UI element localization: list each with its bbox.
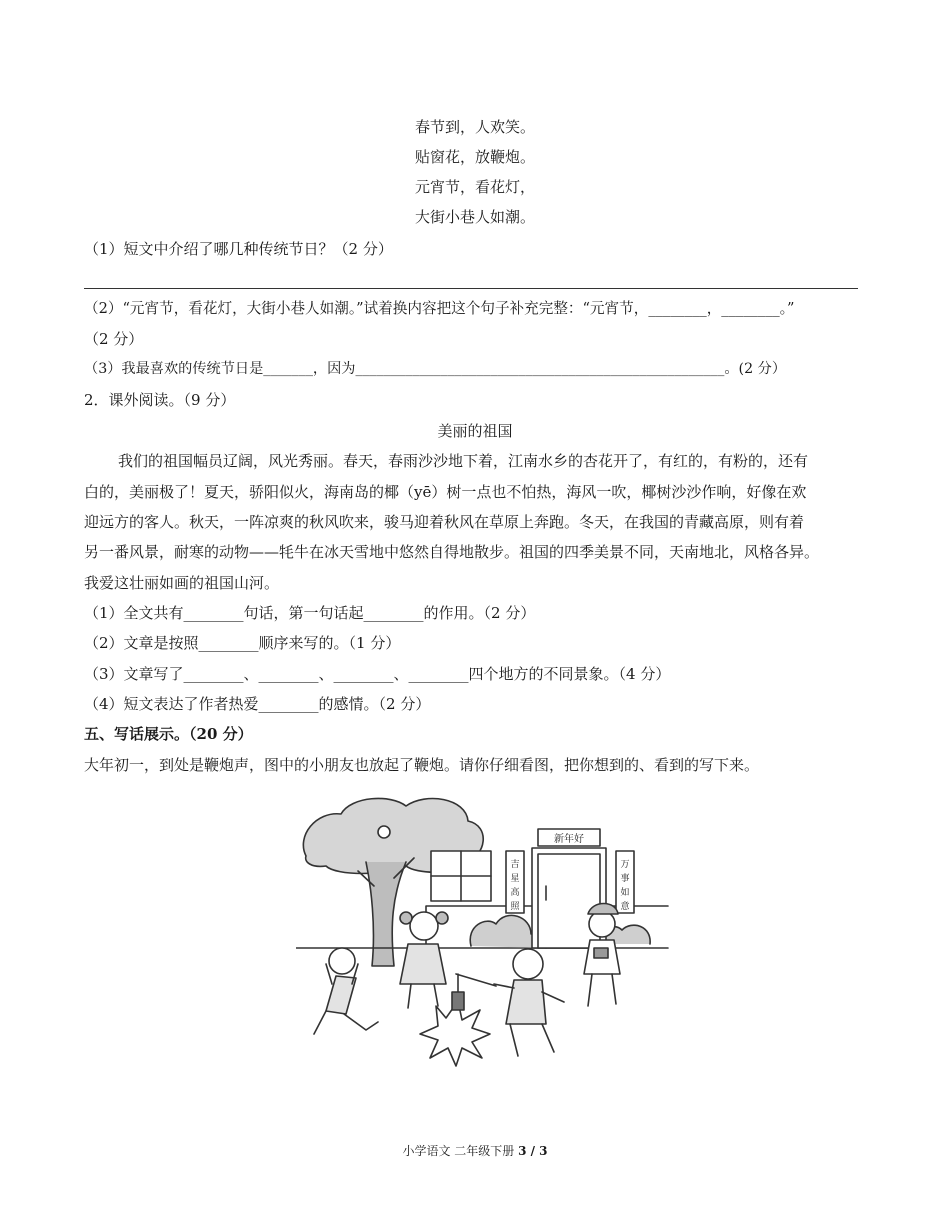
left-couplet-char-4: 照	[510, 902, 520, 912]
paragraph-line-3: 迎远方的客人。秋天，一阵凉爽的秋风吹来，骏马迎着秋风在草原上奔跑。冬天，在我国的青藏高原，则有着	[84, 513, 805, 531]
question-2-points: （2 分）	[84, 330, 144, 348]
right-couplet-char-3: 如	[620, 888, 630, 898]
question-3: （3）我最喜欢的传统节日是_______，因为____________________________________________________。(2 分）	[84, 361, 787, 377]
left-couplet-char-2: 星	[510, 874, 520, 884]
reading-question-1: （1）全文共有________句话，第一句话起________的作用。（2 分）	[84, 604, 536, 622]
new-year-firecracker-illustration	[296, 796, 674, 1068]
footer-course: 小学语文 二年级下册	[402, 1144, 519, 1158]
left-couplet-char-1: 吉	[510, 860, 520, 870]
question-1: （1）短文中介绍了哪几种传统节日？（2 分）	[84, 240, 393, 258]
poem-line-4: 大街小巷人如潮。	[414, 208, 535, 226]
right-couplet-char-4: 意	[620, 902, 630, 912]
question-2: （2）“元宵节，看花灯，大街小巷人如潮。”试着换内容把这个句子补充完整：“元宵节，________，________。”	[84, 300, 795, 317]
reading-heading: 2．课外阅读。（9 分）	[84, 391, 236, 409]
reading-question-2: （2）文章是按照________顺序来写的。（1 分）	[84, 634, 401, 652]
poem-line-2: 贴窗花，放鞭炮。	[414, 148, 535, 166]
poem-line-1: 春节到，人欢笑。	[414, 118, 535, 136]
right-couplet-char-2: 事	[620, 874, 630, 884]
paragraph-line-1: 我们的祖国幅员辽阔，风光秀丽。春天，春雨沙沙地下着，江南水乡的杏花开了，有红的，有粉的，还有	[118, 452, 809, 470]
right-couplet-char-1: 万	[620, 860, 630, 870]
paragraph-line-5: 我爱这壮丽如画的祖国山河。	[84, 574, 280, 592]
answer-line	[84, 288, 858, 289]
reading-question-3: （3）文章写了________、________、________、________四个地方的不同景象。（4 分）	[84, 665, 671, 683]
poem-line-3: 元宵节，看花灯，	[414, 178, 535, 196]
door-sign-text: 新年好	[554, 834, 584, 845]
reading-question-4: （4）短文表达了作者热爱________的感情。（2 分）	[84, 695, 431, 713]
writing-prompt: 大年初一，到处是鞭炮声，图中的小朋友也放起了鞭炮。请你仔细看图，把你想到的、看到的写下来。	[84, 756, 760, 774]
left-couplet-char-3: 高	[510, 888, 520, 898]
reading-title: 美丽的祖国	[437, 422, 513, 440]
paragraph-line-4: 另一番风景，耐寒的动物——牦牛在冰天雪地中悠然自得地散步。祖国的四季美景不同，天南地北，风格各异。	[84, 543, 820, 561]
page-footer	[0, 1142, 950, 1159]
footer-page-number: 3 / 3	[518, 1144, 548, 1158]
section-5-heading: 五、写话展示。（20 分）	[84, 725, 253, 743]
paragraph-line-2: 白的，美丽极了！夏天，骄阳似火，海南岛的椰（yē）树一点也不怕热，海风一吹，椰树沙沙作响，好像在欢	[84, 483, 807, 501]
